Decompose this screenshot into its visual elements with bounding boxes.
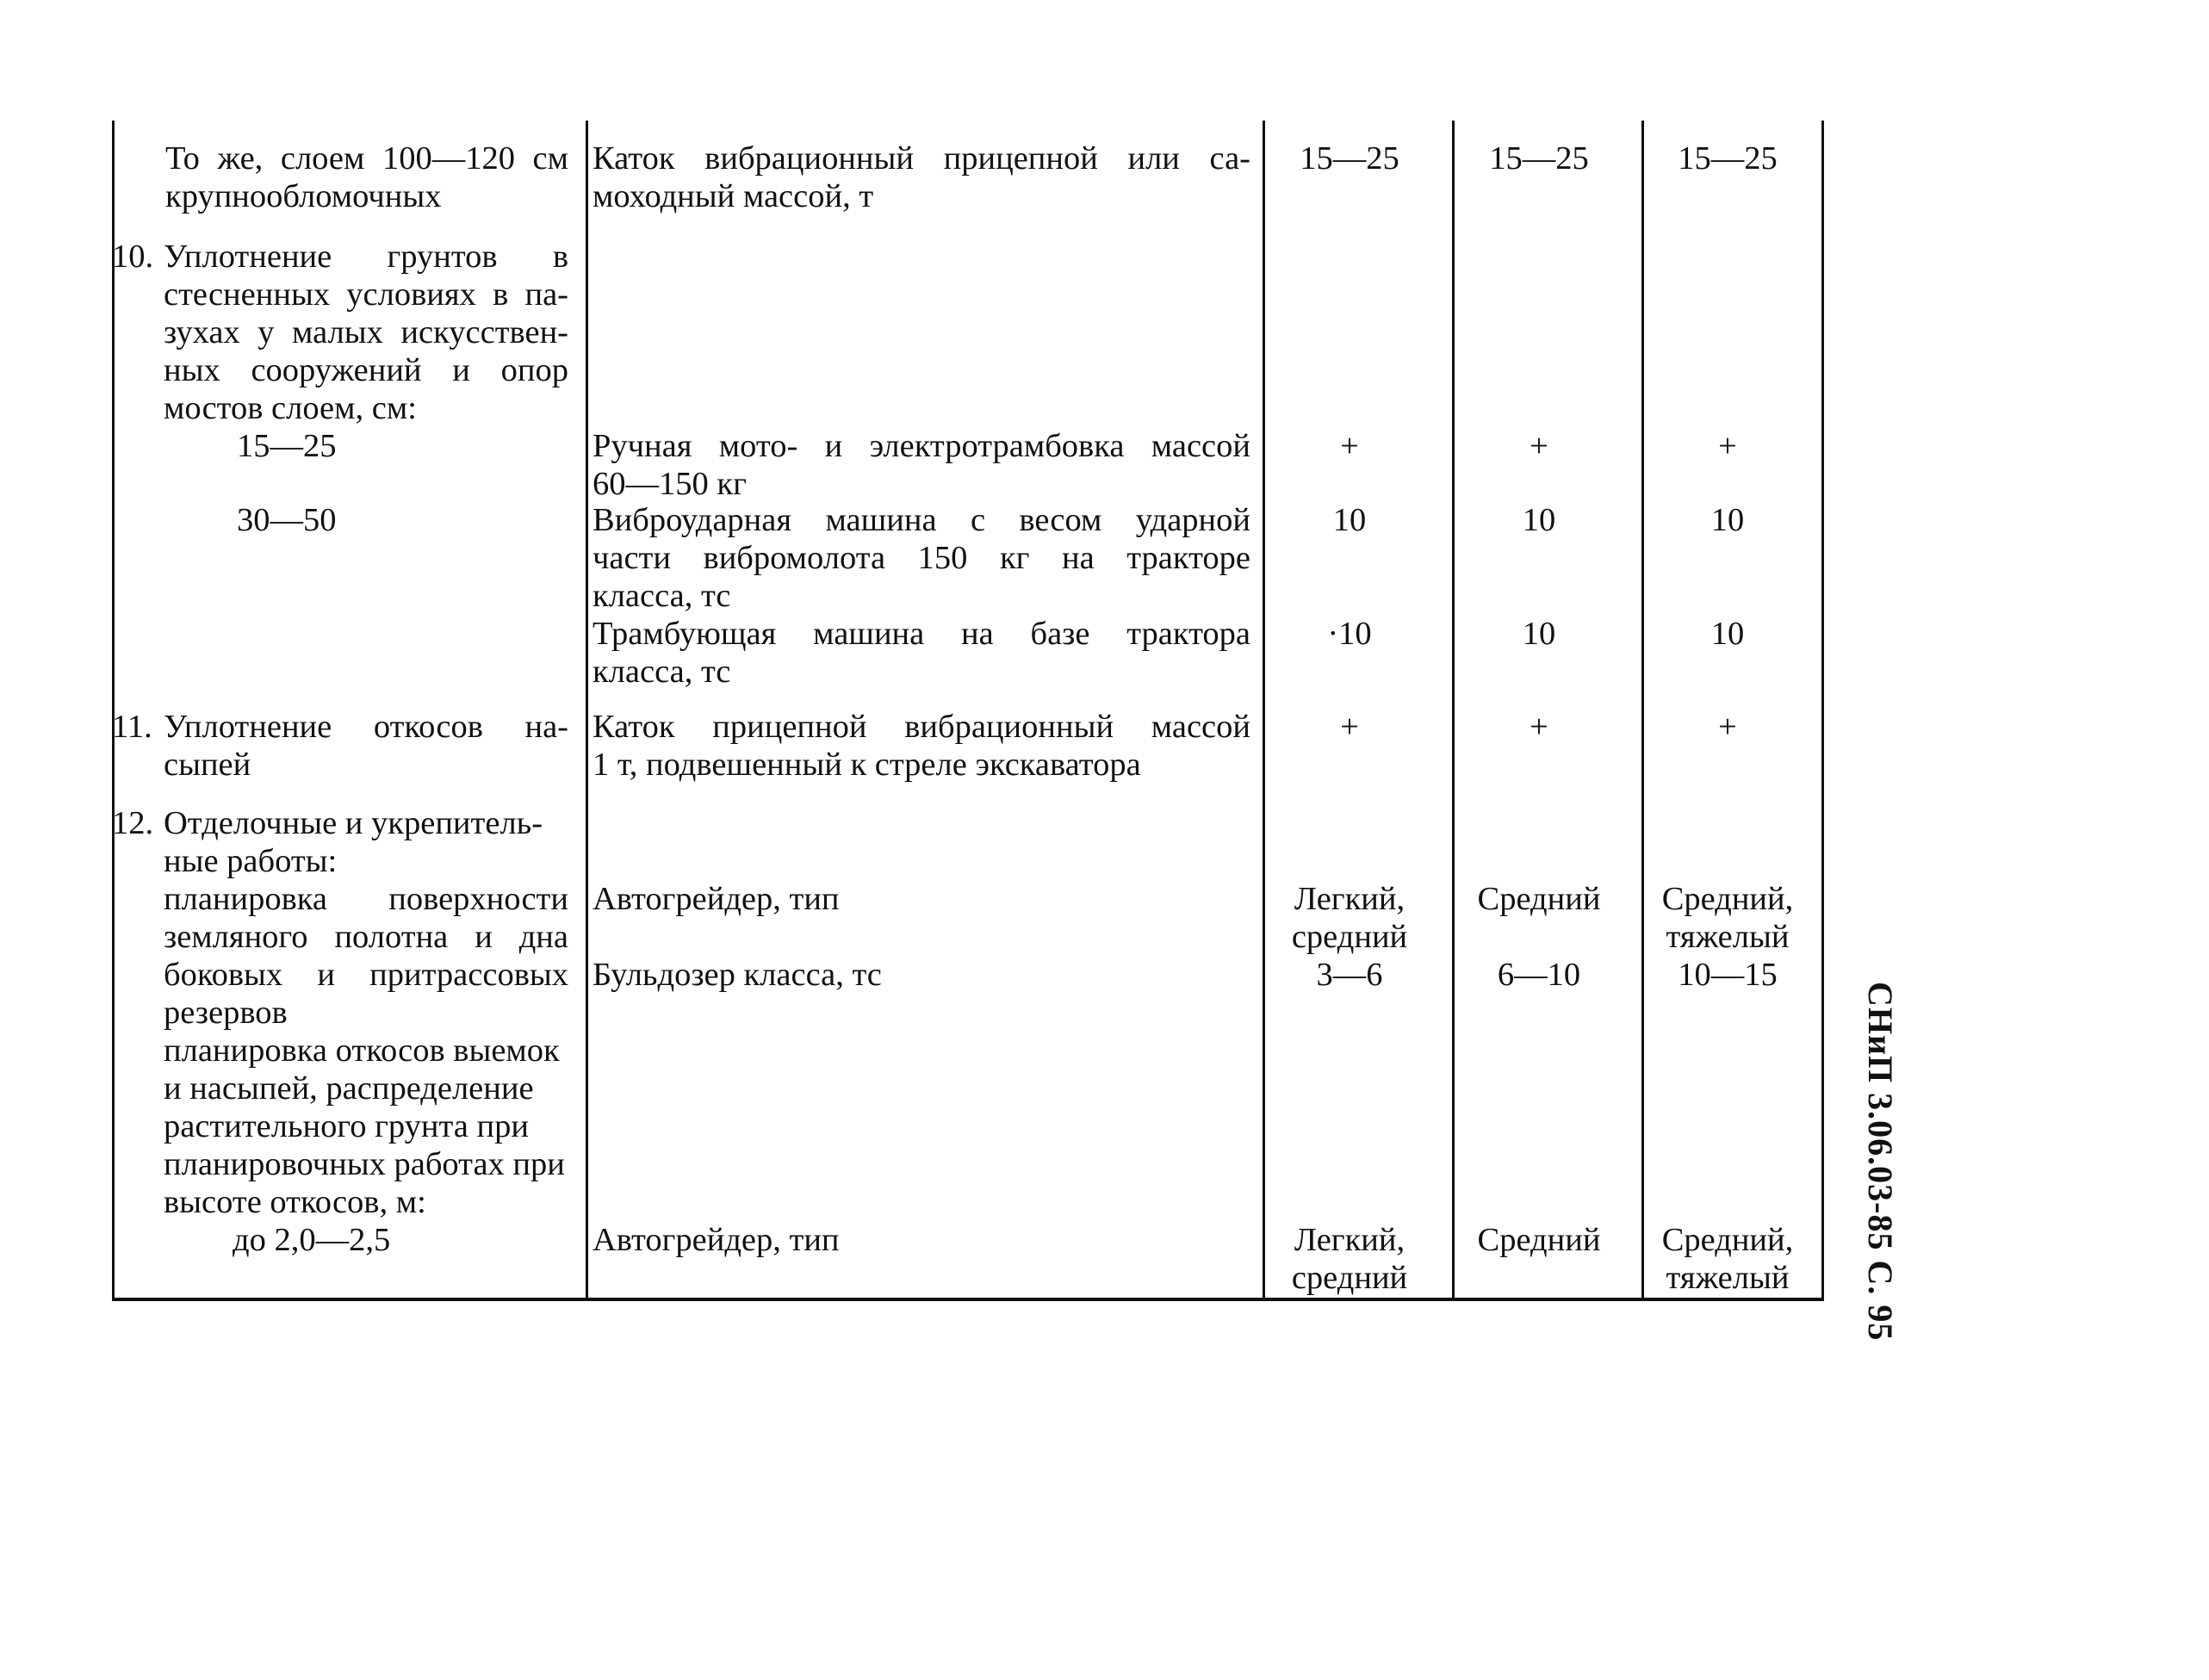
value-medium: + (1530, 709, 1548, 745)
work-text: боковых и притрассовых (164, 957, 568, 993)
machine-text: части вибромолота 150 кг на тракторе (593, 540, 1250, 576)
sub-item: 15—25 (237, 428, 337, 464)
work-text: Отделочные и укрепитель- (164, 805, 543, 841)
machine-text: Каток вибрационный прицепной или са- (593, 140, 1250, 177)
value-light: Легкий, (1294, 881, 1405, 917)
machine-text: Ручная мото- и электротрамбовка массой (593, 428, 1250, 464)
value-medium: 10 (1522, 616, 1556, 652)
work-text: То же, слоем 100—120 см (165, 140, 568, 177)
value-heavy: 15—25 (1678, 140, 1778, 177)
value-light: 3—6 (1316, 957, 1383, 993)
row-number: 12. (112, 805, 154, 841)
value-heavy: 10 (1710, 502, 1745, 538)
machine-text: Каток прицепной вибрационный массой (593, 709, 1250, 745)
work-text: ные работы: (164, 843, 338, 879)
value-heavy: + (1718, 428, 1737, 464)
value-light: 15—25 (1300, 140, 1399, 177)
value-light: Легкий, (1294, 1222, 1405, 1258)
value-heavy: Средний, (1661, 881, 1794, 917)
work-text: высоте откосов, м: (164, 1184, 426, 1220)
machine-text: моходный массой, т (593, 178, 874, 214)
work-text: Уплотнение грунтов в (164, 239, 568, 275)
work-text: крупнообломочных (165, 178, 442, 214)
value-light: 10 (1332, 502, 1367, 538)
machine-text: 60—150 кг (593, 466, 747, 502)
work-text: стесненных условиях в па- (164, 276, 568, 313)
row-number: 11. (112, 709, 152, 745)
machine-text: Бульдозер класса, тс (593, 957, 882, 993)
value-medium: Средний (1477, 1222, 1601, 1258)
value-heavy: тяжелый (1666, 919, 1790, 955)
value-heavy: 10 (1710, 616, 1745, 652)
machine-text: 1 т, подвешенный к стреле экскаватора (593, 747, 1141, 783)
value-light: + (1340, 428, 1359, 464)
value-heavy: Средний, (1661, 1222, 1794, 1258)
work-text: растительного грунта при (164, 1108, 529, 1144)
sub-item: до 2,0—2,5 (233, 1222, 391, 1258)
column-divider-1 (586, 121, 588, 1300)
work-text: резервов (164, 995, 288, 1031)
value-light: средний (1291, 1260, 1408, 1296)
value-heavy: 10—15 (1678, 957, 1778, 993)
value-heavy: тяжелый (1666, 1260, 1790, 1296)
value-light: средний (1291, 919, 1408, 955)
work-text: сыпей (164, 747, 251, 783)
machine-text: Виброударная машина с весом ударной (593, 502, 1250, 538)
sub-item: 30—50 (237, 502, 337, 538)
work-text: зухах у малых искусствен- (164, 314, 568, 350)
document-code-page-number: СНиП 3.06.03-85 С. 95 (1861, 982, 1900, 1342)
value-medium: 6—10 (1497, 957, 1581, 993)
row-number: 10. (112, 239, 154, 275)
work-text: планировка откосов выемок (164, 1032, 560, 1069)
value-medium: 15—25 (1489, 140, 1589, 177)
table-right-border (1821, 121, 1824, 1300)
table-bottom-border (112, 1298, 1824, 1301)
value-medium: + (1530, 428, 1548, 464)
value-heavy: + (1718, 709, 1737, 745)
value-light: + (1340, 709, 1359, 745)
value-medium: Средний (1477, 881, 1601, 917)
work-text: земляного полотна и дна (164, 919, 568, 955)
machine-text: Трамбующая машина на базе трактора (593, 616, 1250, 652)
work-text: ных сооружений и опор (164, 352, 568, 388)
work-text: мостов слоем, см: (164, 390, 417, 426)
value-light: ·10 (1327, 616, 1372, 652)
work-text: и насыпей, распределение (164, 1070, 534, 1107)
machine-text: класса, тс (593, 654, 731, 690)
machine-text: класса, тс (593, 578, 731, 614)
machine-text: Автогрейдер, тип (593, 1222, 840, 1258)
machine-text: Автогрейдер, тип (593, 881, 840, 917)
work-text: планировка поверхности (164, 881, 568, 917)
work-text: планировочных работах при (164, 1146, 565, 1182)
work-text: Уплотнение откосов на- (164, 709, 568, 745)
value-medium: 10 (1522, 502, 1556, 538)
